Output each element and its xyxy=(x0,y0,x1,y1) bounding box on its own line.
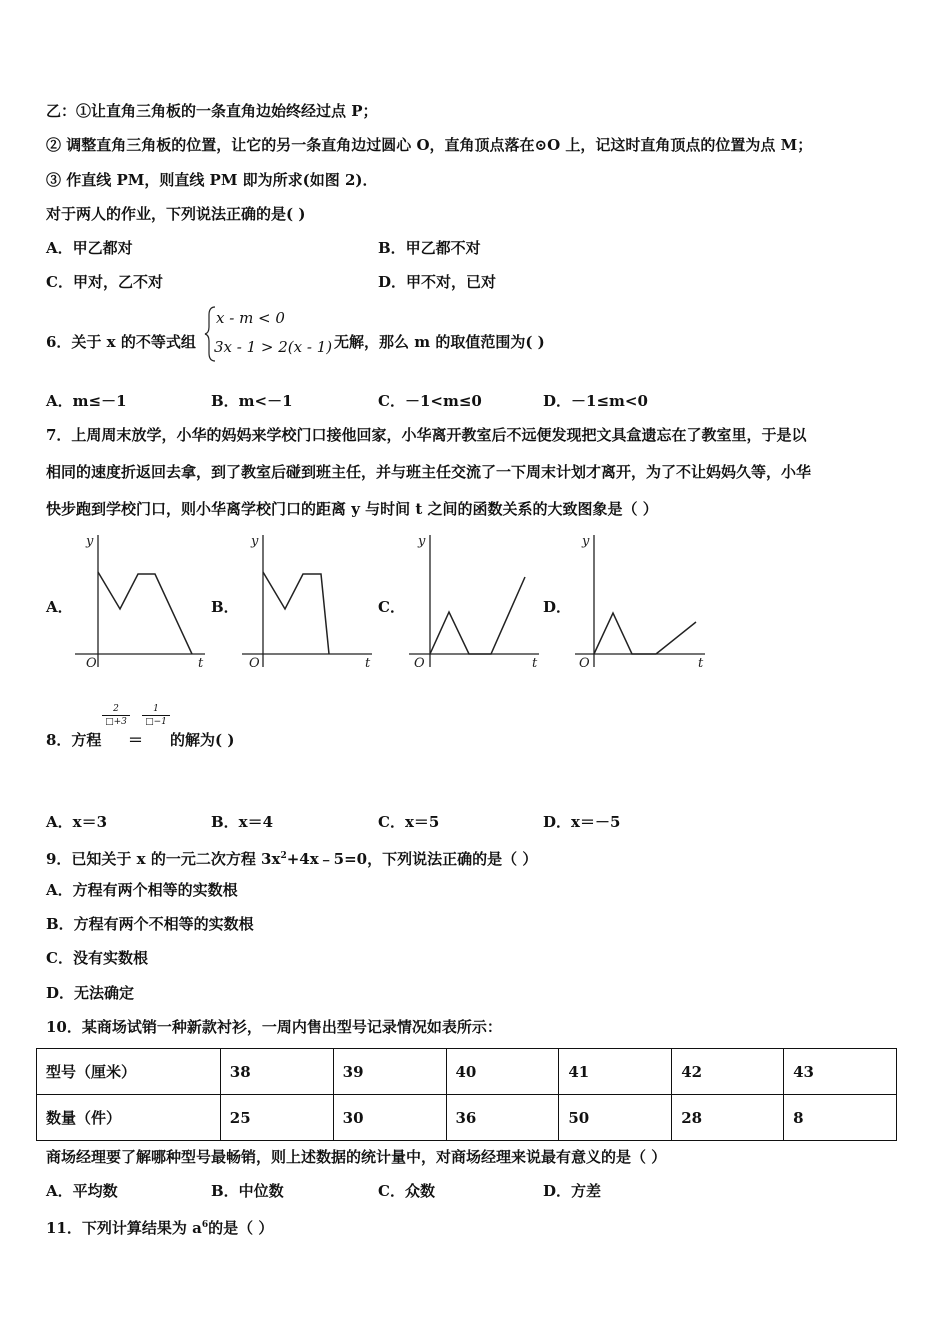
t-label: t xyxy=(198,656,204,671)
origin-label: O xyxy=(579,656,590,671)
q8-fraction-1-num: 2 xyxy=(102,703,130,716)
y-label: y xyxy=(86,534,94,549)
q6-option-d: D．－1≤m<0 xyxy=(543,392,648,410)
table-header-cell: 数量（件） xyxy=(37,1095,221,1141)
q10-option-d: D．方差 xyxy=(543,1182,602,1200)
q8-fraction-2-num: 1 xyxy=(142,703,170,716)
t-label: t xyxy=(698,656,704,671)
yi-step-1: 乙：①让直角三角板的一条直角边始终经过点 P； xyxy=(46,102,378,120)
q8-equals: ＝ xyxy=(128,731,144,749)
q7-line-1: 7．上周周末放学，小华的妈妈来学校门口接他回家，小华离开教室后不远便发现把文具盒遗忘在了教室里，于是以 xyxy=(46,426,807,444)
q10-option-a: A．平均数 xyxy=(46,1182,118,1200)
origin-label: O xyxy=(249,656,260,671)
q10-after: 商场经理要了解哪种型号最畅销，则上述数据的统计量中，对商场经理来说最有意义的是（ ） xyxy=(46,1148,667,1166)
table-row xyxy=(37,1095,897,1141)
q9-exponent: 2 xyxy=(280,851,287,861)
q8-suffix: 的解为( ) xyxy=(170,731,235,749)
q10-stem: 10．某商场试销一种新款衬衫，一周内售出型号记录情况如表所示： xyxy=(46,1018,502,1036)
q6-option-c: C．－1<m≤0 xyxy=(378,392,482,410)
q10-option-c: C．众数 xyxy=(378,1182,435,1200)
table-cell: 8 xyxy=(784,1095,897,1141)
table-cell: 28 xyxy=(672,1095,784,1141)
q7-graph-d xyxy=(570,527,710,672)
yi-step-3: ③ 作直线 PM，则直线 PM 即为所求(如图 2)． xyxy=(46,171,378,189)
table-row xyxy=(37,1049,897,1095)
y-label: y xyxy=(582,534,590,549)
q8-fraction-2-den: □−1 xyxy=(145,717,167,727)
table-cell: 36 xyxy=(446,1095,559,1141)
table-cell: 42 xyxy=(672,1049,784,1095)
q9-stem-b: +4x﹣5=0，下列说法正确的是（ ） xyxy=(286,850,538,868)
q8-fraction-1-den: □+3 xyxy=(105,717,127,727)
table-header-cell: 型号（厘米） xyxy=(37,1049,221,1095)
q6-inequality-2: 3x - 1 > 2(x - 1) xyxy=(214,338,333,356)
yi-step-2: ② 调整直角三角板的位置，让它的另一条直角边过圆心 O，直角顶点落在⊙O 上，记这时直角顶点的位置为点 M； xyxy=(46,136,813,154)
q6-suffix: 无解，那么 m 的取值范围为( ) xyxy=(334,333,545,351)
graph-line xyxy=(98,572,192,654)
table-cell: 39 xyxy=(333,1049,446,1095)
t-label: t xyxy=(365,656,371,671)
q7-line-3: 快步跑到学校门口，则小华离学校门口的距离 y 与时间 t 之间的函数关系的大致图象是（ ） xyxy=(46,500,658,518)
q11-stem-a: 11．下列计算结果为 a xyxy=(46,1219,202,1237)
q5-stem: 对于两人的作业，下列说法正确的是( ) xyxy=(46,205,306,223)
q9-option-b: B．方程有两个不相等的实数根 xyxy=(46,915,254,933)
table-cell: 50 xyxy=(559,1095,672,1141)
q8-prefix: 8．方程 xyxy=(46,731,102,749)
table-cell: 38 xyxy=(220,1049,333,1095)
q7-option-d: D． xyxy=(543,598,572,616)
q10-table xyxy=(36,1048,897,1141)
q7-option-c: C． xyxy=(378,598,405,616)
q6-option-b: B．m<－1 xyxy=(211,392,293,410)
q8-fraction-2 xyxy=(142,703,170,728)
q8-option-c: C．x＝5 xyxy=(378,813,440,831)
q6-prefix: 6．关于 x 的不等式组 xyxy=(46,333,196,351)
q8-option-a: A．x＝3 xyxy=(46,813,108,831)
q5-option-b: B．甲乙都不对 xyxy=(378,239,481,257)
table-cell: 43 xyxy=(784,1049,897,1095)
q6-inequality-1: x - m < 0 xyxy=(216,309,285,327)
table-cell: 30 xyxy=(333,1095,446,1141)
q7-graph-c xyxy=(404,527,544,672)
q11-stem-b: 的是（ ） xyxy=(208,1219,274,1237)
origin-label: O xyxy=(414,656,425,671)
q7-option-b: B． xyxy=(211,598,239,616)
q7-graph-a xyxy=(70,527,210,672)
q9-option-c: C．没有实数根 xyxy=(46,949,148,967)
y-label: y xyxy=(251,534,259,549)
q7-line-2: 相同的速度折返回去拿，到了教室后碰到班主任，并与班主任交流了一下周末计划才离开，为了不让妈妈久等，小华 xyxy=(46,463,812,481)
graph-line xyxy=(263,572,329,654)
q8-fraction-1 xyxy=(102,703,130,728)
q9-stem-a: 9．已知关于 x 的一元二次方程 3x xyxy=(46,850,281,868)
origin-label: O xyxy=(86,656,97,671)
graph-line xyxy=(594,613,696,654)
q5-option-a: A．甲乙都对 xyxy=(46,239,133,257)
t-label: t xyxy=(532,656,538,671)
table-cell: 25 xyxy=(220,1095,333,1141)
q6-option-a: A．m≤－1 xyxy=(46,392,127,410)
table-cell: 41 xyxy=(559,1049,672,1095)
q5-option-d: D．甲不对，已对 xyxy=(378,273,497,291)
q7-graph-b xyxy=(237,527,377,672)
q8-option-b: B．x＝4 xyxy=(211,813,274,831)
q9-option-d: D．无法确定 xyxy=(46,984,135,1002)
q8-option-d: D．x＝－5 xyxy=(543,813,621,831)
q11-stem xyxy=(46,1215,273,1238)
q9-stem xyxy=(46,846,537,869)
y-label: y xyxy=(418,534,426,549)
table-cell: 40 xyxy=(446,1049,559,1095)
q7-option-a: A． xyxy=(46,598,73,616)
q9-option-a: A．方程有两个相等的实数根 xyxy=(46,881,238,899)
graph-line xyxy=(430,577,525,654)
q5-option-c: C．甲对，乙不对 xyxy=(46,273,163,291)
q11-exponent: 6 xyxy=(201,1220,209,1230)
q10-option-b: B．中位数 xyxy=(211,1182,284,1200)
